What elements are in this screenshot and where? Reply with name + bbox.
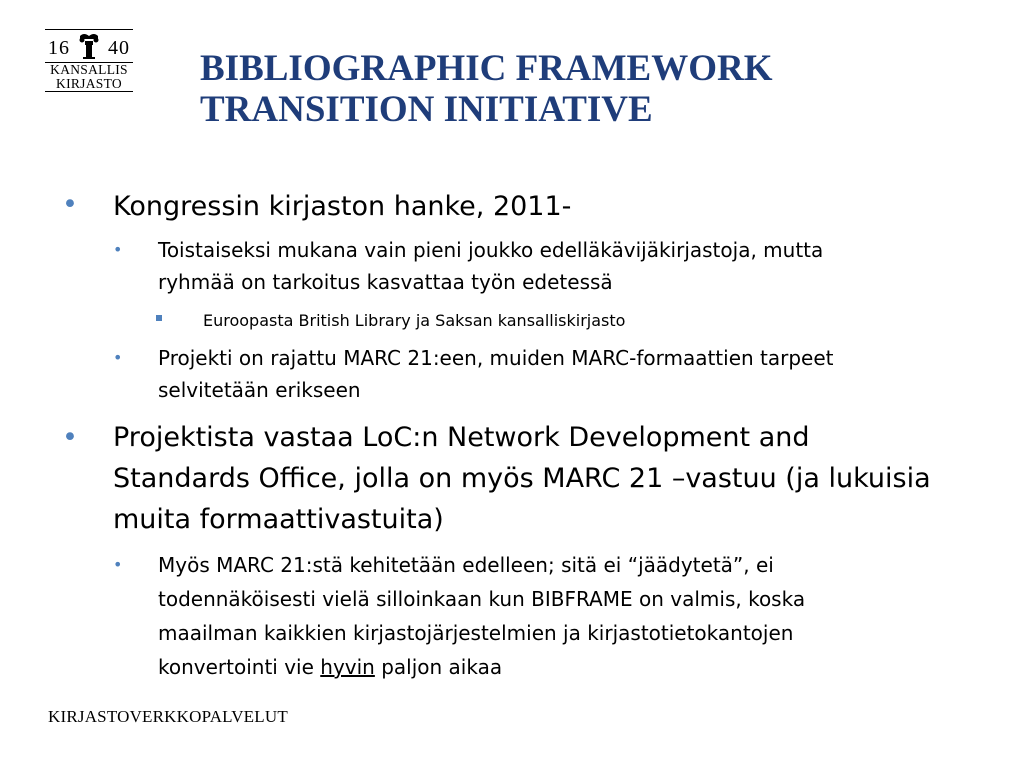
sub-bullet-dot-icon: • [113,555,123,574]
bullet-1-1-line1: Toistaiseksi mukana vain pieni joukko edelläkävijäkirjastoja, mutta [158,238,824,262]
bullet-2-1-line4-start: konvertointi vie [158,655,321,679]
bullet-dot-icon: • [62,422,78,453]
bullet-2-1-line4 [158,651,502,683]
underlined-word: hyvin [320,655,375,679]
bullet-1-2-line2: selvitetään erikseen [158,378,361,402]
slide-title-line1: BIBLIOGRAPHIC FRAMEWORK [200,48,773,89]
logo-year [44,30,134,62]
footer-label: KIRJASTOVERKKOPALVELUT [48,707,288,726]
column-capital-icon [78,32,100,60]
sub-bullet-dot-icon: • [113,240,123,259]
logo-name-line1: KANSALLIS [50,62,128,77]
bullet-dot-icon: • [62,189,78,220]
logo-rule-bottom [45,91,133,92]
bullet-1-text: Kongressin kirjaston hanke, 2011- [113,191,572,222]
bullet-2-1-line3: maailman kaikkien kirjastojärjestelmien ja kirjastotietokantojen [158,621,794,645]
bullet-1-1-1-text: Euroopasta British Library ja Saksan kansalliskirjasto [203,311,626,330]
bullet-2-line2: Standards Office, jolla on myös MARC 21 –vastuu (ja lukuisia [113,463,931,494]
slide-title [200,48,1000,130]
square-bullet-icon [156,315,162,321]
bullet-1-2-line1: Projekti on rajattu MARC 21:een, muiden MARC-formaattien tarpeet [158,346,834,370]
library-logo [44,29,134,109]
logo-year-left: 16 [48,37,70,59]
logo-year-right: 40 [108,37,130,59]
bullet-2-1-line2: todennäköisesti vielä silloinkaan kun BIBFRAME on valmis, koska [158,587,806,611]
logo-name-line2: KIRJASTO [56,76,122,91]
bullet-2-line3: muita formaattivastuita) [113,504,444,535]
slide-title-line2: TRANSITION INITIATIVE [200,89,653,130]
bullet-2-1-line4-end: paljon aikaa [374,655,503,679]
bullet-2-1-line1: Myös MARC 21:stä kehitetään edelleen; sitä ei “jäädytetä”, ei [158,553,774,577]
bullet-2-line1: Projektista vastaa LoC:n Network Development and [113,422,810,453]
sub-bullet-dot-icon: • [113,348,123,367]
bullet-1-1-line2: ryhmää on tarkoitus kasvattaa työn edetessä [158,270,613,294]
